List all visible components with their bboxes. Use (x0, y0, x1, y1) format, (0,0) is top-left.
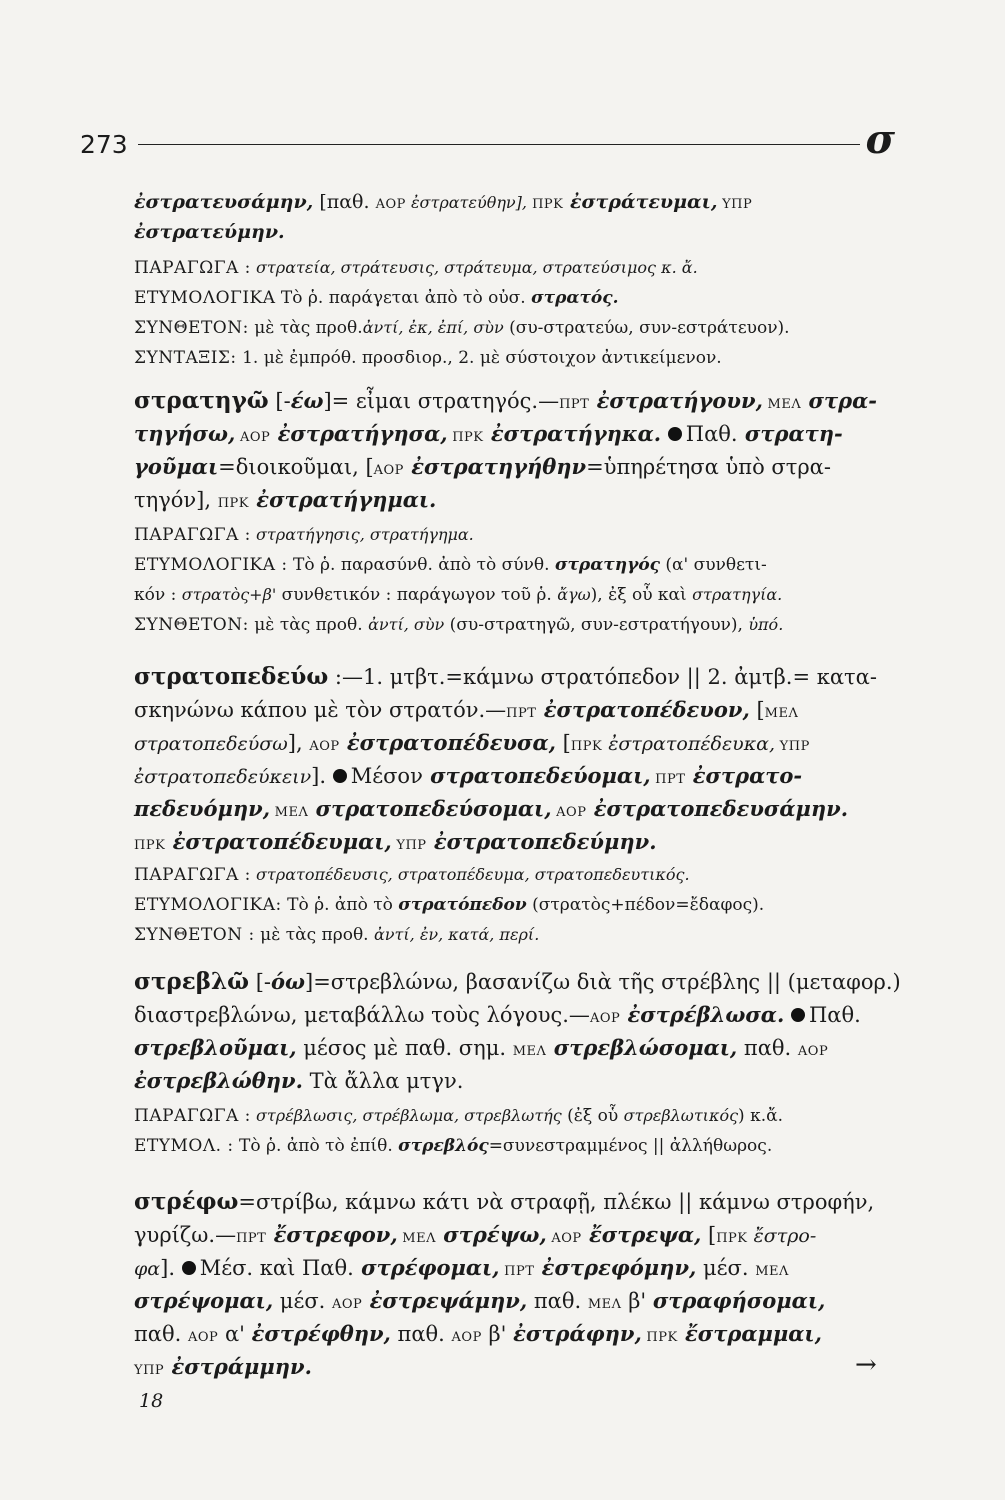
text: παθ. (527, 1289, 588, 1313)
text: παθ. (134, 1322, 188, 1346)
etymology-word: στρατηγός (554, 555, 661, 575)
etymology-label: ΕΤΥΜΟΛΟΓΙΚΑ (134, 288, 276, 308)
verb-form: ἐστρατοπέδευσα, (339, 730, 556, 755)
tense-label: ΜΕΛ (397, 1231, 436, 1246)
etymology-word: στρεβλός (398, 1136, 489, 1156)
compounds-label: ΣΥΝΘΕΤΟΝ : (134, 925, 255, 945)
headword: στρατηγῶ (134, 387, 269, 414)
etymology-text: συνθετικόν : παράγωγον τοῦ ῥ. (276, 585, 558, 605)
etymology-text: Τὸ ῥ. παρασύνθ. ἀπὸ τὸ σύνθ. (287, 555, 555, 575)
tense-label: ΠΡΤ (559, 397, 590, 412)
compounds-prepositions: ἀντί, ἐκ, ἐπί, σὺν (362, 318, 504, 337)
etymology-text: Τὸ ῥ. ἀπὸ τὸ ἐπίθ. (233, 1136, 399, 1156)
verb-form: ἐστρατευσάμην, (134, 191, 314, 213)
verb-form: ἐστρεψάμην, (362, 1288, 528, 1313)
definition: ]= εἶμαι στρατηγός.— (323, 389, 560, 413)
tense-label: ΠΡΤ (506, 706, 537, 721)
verb-form: ἐστρατηγήθην (403, 454, 587, 479)
etymology-text: Τὸ ῥ. παράγεται ἀπὸ τὸ οὐσ. (275, 288, 532, 308)
etymology-label: ΕΤΥΜΟΛΟΓΙΚΑ : (134, 555, 288, 575)
tense-label: ΜΕΛ (762, 397, 802, 412)
etymology-text: =συνεστραμμένος || ἀλλήθωρος. (488, 1136, 773, 1156)
tense-label: ΠΡΤ (499, 1264, 535, 1279)
section-letter: σ (865, 116, 895, 163)
tense-label: ΠΡΤ (236, 1231, 267, 1246)
compounds-label: ΣΥΝΘΕΤΟΝ: (134, 615, 249, 635)
verb-form: ἐστρατήγηκα. (483, 421, 662, 446)
text: ]. (311, 764, 327, 788)
verb-form: ἐστράτευμαι, (563, 191, 718, 213)
text: [ (556, 731, 571, 755)
text: [- (268, 389, 291, 413)
text: ], (287, 731, 310, 755)
tense-label: ΑΟΡ (375, 197, 406, 212)
tense-label: ΥΠΡ (134, 1363, 165, 1378)
tense-label: ΜΕΛ (270, 805, 309, 820)
verb-form: ἐστρατοπεδεύμην. (426, 829, 657, 854)
verb-form-italic: ἐστρατοπεδεύκειν (134, 766, 312, 788)
verb-form: στρεβλώσομαι, (546, 1035, 738, 1060)
derivatives-text: ) κ.ἄ. (738, 1106, 783, 1126)
verb-form: στρα- (801, 388, 877, 413)
verb-form: ἐστρεφόμην, (534, 1255, 697, 1280)
verb-form: ἐστρατήγησα, (270, 421, 448, 446)
definition: τηγόν], (134, 488, 218, 512)
verb-form: ἐστρεβλώθην. (134, 1068, 303, 1093)
compounds-prepositions: ἀντί, σὺν (368, 615, 445, 634)
tense-label: ΜΕΛ (587, 1297, 622, 1312)
tense-label: ΠΡΚ (217, 496, 249, 511)
tense-label: ΜΕΛ (764, 706, 799, 721)
text: μέσ. (273, 1289, 333, 1313)
etymology-label: ΕΤΥΜΟΛ. : (134, 1136, 234, 1156)
compounds-text: μὲ τὰς προθ. (248, 318, 363, 338)
tense-label: ΠΡΚ (716, 1231, 748, 1246)
etymology-italic: στρατὸς+β' (181, 585, 277, 604)
verb-form: ἐστρατο- (685, 763, 803, 788)
text: ]. (160, 1256, 176, 1280)
etymology-text: Τὸ ῥ. ἀπὸ τὸ (281, 895, 399, 915)
tense-label: ΜΕΛ (512, 1044, 547, 1059)
derivatives-label: ΠΑΡΑΓΩΓΑ : (134, 1106, 251, 1126)
derivatives-text: στρατεία, στράτευσις, στράτευμα, στρατεύσιμος κ. ἄ. (250, 258, 698, 277)
etymology-word: στρατόπεδον (398, 895, 527, 915)
tense-label: ΥΠΡ (391, 838, 427, 853)
etymology-word: στρατός. (531, 288, 619, 308)
entry-strateuomai-continuation (134, 187, 894, 373)
bullet-icon (333, 769, 347, 783)
text: α' (218, 1322, 252, 1346)
verb-form-italic: ἐστρατεύθην], (405, 193, 533, 212)
etymology-text: ), ἐξ οὗ καὶ (590, 585, 693, 605)
tense-label: ΑΟΡ (589, 1011, 621, 1026)
page-header (80, 116, 895, 164)
tense-label: ΥΠΡ (717, 197, 753, 212)
tense-label: ΑΟΡ (309, 739, 340, 754)
verb-form: τηγήσω, (134, 421, 236, 446)
etymology-label: ΕΤΥΜΟΛΟΓΙΚΑ: (134, 895, 282, 915)
verb-form: ἐστρατεύμην. (134, 221, 285, 243)
signature-mark: 18 (139, 1390, 164, 1412)
verb-form: πεδευόμην, (134, 796, 271, 821)
verb-form: στρατοπεδεύσομαι, (308, 796, 552, 821)
verb-form: γοῦμαι (134, 454, 219, 479)
header-rule (138, 144, 860, 145)
definition: σκηνώνω κάπου μὲ τὸν στρατόν.— (134, 698, 507, 722)
headword: στρέφω (134, 1188, 239, 1215)
text: παθ. (390, 1322, 452, 1346)
verb-form: ἔστραμμαι, (677, 1321, 822, 1346)
tense-label: ΠΡΚ (570, 739, 603, 754)
verb-form: ἔστρεφον, (266, 1222, 398, 1247)
verb-form: ἐστρατοπέδευον, (536, 697, 750, 722)
headword: στρατοπεδεύω (134, 663, 329, 690)
bullet-icon (182, 1261, 196, 1275)
text: μέσος μὲ παθ. σημ. (296, 1036, 513, 1060)
derivatives-text: στρεβλωτικός (623, 1106, 739, 1125)
derivatives-label: ΠΑΡΑΓΩΓΑ : (134, 525, 251, 545)
definition: διαστρεβλώνω, μεταβάλλω τοὺς λόγους.— (134, 1003, 590, 1027)
verb-form: στρέφομαι, (353, 1255, 500, 1280)
verb-form: στρεβλοῦμαι, (134, 1035, 297, 1060)
contract-ending: όω (270, 969, 305, 994)
tense-label: ΑΟΡ (373, 463, 404, 478)
verb-form-italic: φα (134, 1258, 161, 1280)
tense-label: ΑΟΡ (551, 805, 587, 820)
etymology-text: κόν : (134, 585, 182, 605)
voice-label: Μέσ. καὶ Παθ. (199, 1256, 354, 1280)
verb-form: ἐστρατοπέδευμαι, (165, 829, 392, 854)
derivatives-text: (ἐξ οὗ (561, 1106, 624, 1126)
bullet-icon (791, 1008, 805, 1022)
bullet-icon (668, 427, 682, 441)
verb-form: στρατη- (737, 421, 843, 446)
verb-form: ἐστρέφθην, (251, 1321, 391, 1346)
tense-label: ΥΠΡ (775, 739, 810, 754)
verb-form: ἐστρατήγουν, (589, 388, 763, 413)
contract-ending: έω (290, 388, 324, 413)
tense-label: ΑΟΡ (546, 1231, 582, 1246)
text: [ (701, 1223, 717, 1247)
headword: στρεβλῶ (134, 968, 250, 995)
tense-label: ΠΡΚ (641, 1330, 678, 1345)
text: β' (481, 1322, 514, 1346)
tense-label: ΑΟΡ (187, 1330, 219, 1345)
derivatives-text: στρέβλωσις, στρέβλωμα, στρεβλωτής (250, 1106, 562, 1125)
tense-label: ΜΕΛ (755, 1264, 789, 1279)
text: β' (621, 1289, 653, 1313)
verb-form: στρέψω, (435, 1222, 547, 1247)
etymology-italic: στρατηγία. (692, 585, 783, 604)
definition: γυρίζω.— (134, 1223, 237, 1247)
continue-arrow-icon: → (855, 1350, 877, 1380)
verb-form: ἐστρατήγημαι. (249, 487, 437, 512)
compounds-examples: (συ-στρατηγῶ, συν-εστρατήγουν), (444, 615, 749, 635)
verb-form: στραφήσομαι, (652, 1288, 826, 1313)
verb-form-italic: στρατοπεδεύσω (134, 733, 288, 755)
text: μέσ. (696, 1256, 756, 1280)
page-number: 273 (80, 129, 128, 159)
voice-label: Παθ. (808, 1003, 861, 1027)
syntax-text: 1. μὲ ἐμπρόθ. προσδιορ., 2. μὲ σύστοιχον ἀντικείμενον. (236, 348, 722, 368)
syntax-label: ΣΥΝΤΑΞΙΣ: (134, 348, 237, 368)
tense-label: ΠΡΚ (532, 197, 564, 212)
tense-label: ΠΡΚ (447, 430, 484, 445)
verb-form: ἐστράμμην. (164, 1354, 312, 1379)
definition: :—1. μτβτ.=κάμνω στρατόπεδον || 2. ἀμτβ.= κατα- (328, 665, 877, 689)
text: [ (749, 698, 765, 722)
tense-label: ΠΡΤ (650, 772, 686, 787)
definition: =ὑπηρέτησα ὑπὸ στρα- (586, 455, 831, 479)
tense-label: ΠΡΚ (134, 838, 166, 853)
derivatives-label: ΠΑΡΑΓΩΓΑ : (134, 258, 251, 278)
derivatives-text: στρατοπέδευσις, στρατοπέδευμα, στρατοπεδευτικός. (250, 865, 690, 884)
compounds-prepositions: ὑπό. (748, 615, 784, 634)
compounds-text: μὲ τὰς προθ. (248, 615, 369, 635)
compounds-prepositions: ἀντί, ἐν, κατά, περί. (373, 925, 540, 944)
entry-strefw (134, 1185, 894, 1383)
compounds-text: μὲ τὰς προθ. (254, 925, 374, 945)
text: παθ. (737, 1036, 798, 1060)
derivatives-label: ΠΑΡΑΓΩΓΑ : (134, 865, 251, 885)
verb-form: ἐστράφην, (513, 1321, 642, 1346)
verb-form: ἐστρέβλωσα. (620, 1002, 785, 1027)
tense-label: ΑΟΡ (332, 1297, 363, 1312)
voice-label: Παθ. (685, 422, 738, 446)
definition: =στρίβω, κάμνω κάτι νὰ στραφῇ, πλέκω || κάμνω στροφήν, (238, 1190, 875, 1214)
verb-form-italic: ἐστρατοπέδευκα, (602, 733, 776, 755)
verb-form-italic: ἔστρο- (747, 1225, 817, 1247)
text: [παθ. (313, 191, 376, 213)
definition: =διοικοῦμαι, [ (218, 455, 374, 479)
compounds-label: ΣΥΝΘΕΤΟΝ: (134, 318, 249, 338)
verb-form: ἔστρεψα, (581, 1222, 702, 1247)
etymology-italic: ἄγω (557, 585, 591, 604)
text: [- (249, 970, 271, 994)
entry-strategw (134, 384, 894, 640)
etymology-text: (στρατὸς+πέδον=ἔδαφος). (526, 895, 765, 915)
voice-label: Μέσον (350, 764, 423, 788)
verb-form: στρέψομαι, (134, 1288, 274, 1313)
tense-label: ΑΟΡ (451, 1330, 482, 1345)
etymology-text: (α' συνθετι- (660, 555, 767, 575)
tense-label: ΑΟΡ (797, 1044, 829, 1059)
text: Τὰ ἄλλα μτγν. (302, 1069, 464, 1093)
compounds-examples: (συ-στρατεύω, συν-εστράτευον). (503, 318, 790, 338)
entry-streblw (134, 965, 901, 1161)
tense-label: ΑΟΡ (235, 430, 271, 445)
verb-form: στρατοπεδεύομαι, (422, 763, 651, 788)
definition: ]=στρεβλώνω, βασανίζω διὰ τῆς στρέβλης || (μεταφορ.) (305, 970, 901, 994)
derivatives-text: στρατήγησις, στρατήγημα. (250, 525, 474, 544)
verb-form: ἐστρατοπεδευσάμην. (586, 796, 849, 821)
entry-stratopedeuw (134, 660, 894, 950)
